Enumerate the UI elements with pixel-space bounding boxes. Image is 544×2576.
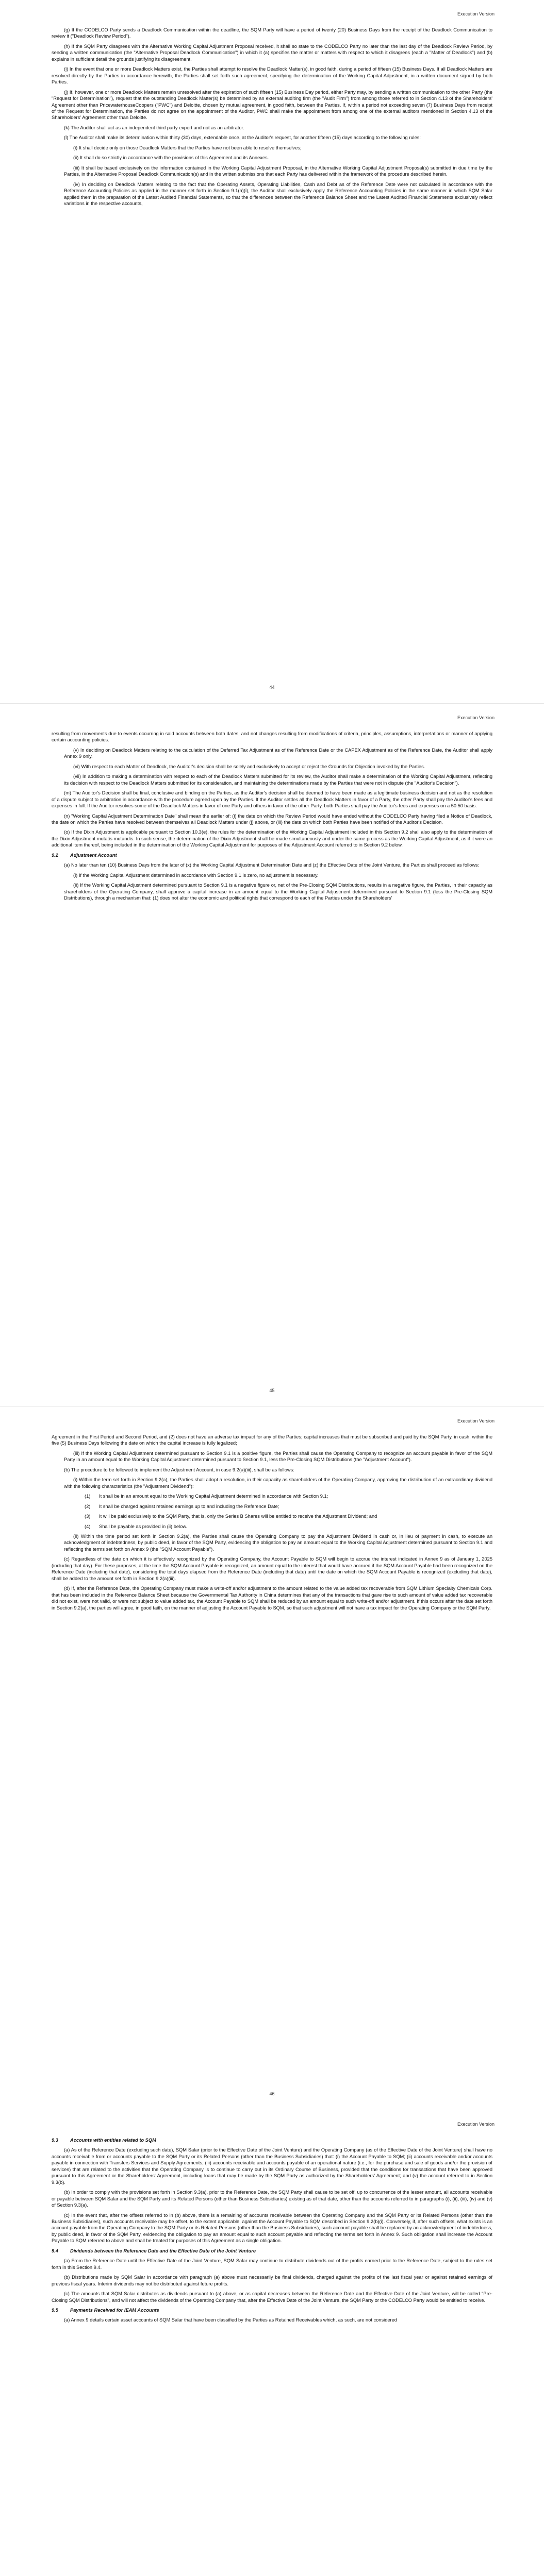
paragraph: (i) Within the term set forth in Section 9.2(a), the Parties shall adopt a resolution, in their capacity as shareholders of the Operating Company, approving the distribution of an extraordinary dividend with the following characteristics (the "Adjustment Dividend"): bbox=[64, 1477, 492, 1489]
paragraph: (c) The amounts that SQM Salar distributes as dividends pursuant to (a) above, or as capital decreases between the Reference Date and the Effective Date of the Joint Venture, will be called "Pre-Closing SQM Distributions", and will not affect the dividends of the Operating Company that, after the Effective Date of the Joint Venture, the SQM Party or the CODELCO Party would be entitled to receive. bbox=[52, 2291, 492, 2303]
document-page bbox=[0, 0, 544, 703]
page-header: Execution Version bbox=[457, 1418, 494, 1423]
paragraph: (vi) With respect to each Matter of Deadlock, the Auditor's decision shall be solely and exclusively to accept or reject the Grounds for Objection invoked by the Parties. bbox=[73, 764, 425, 769]
paragraph: (n) "Working Capital Adjustment Determination Date" shall mean the earlier of: (i) the date on which the Review Period would have ended without the CODELCO Party having filed a Notice of Deadlock, the date on which the Parties have resolved between themselves all Deadlock Matters under (j) above, or (iii) the date on which both Parties have been notified of the Auditor's Decision. bbox=[52, 813, 492, 825]
paragraph: (c) Regardless of the date on which it is effectively recognized by the Operating Company, the Account Payable to SQM will begin to accrue the interest indicated in Annex 9 as of January 1, 2025 (including that day). For these purposes, at the time the SQM Account Payable is recognized, an amount equal to the interest that would have accrued if the SQM Account Payable had been recognized on the Reference Date (including that date), considering the total days elapsed from the Reference Date (including that date) until the date on which the SQM Account Payable is recognized (excluding that date), shall be added to the amount set forth in Section 9.2(a)(iii). bbox=[52, 1556, 492, 1581]
page-header: Execution Version bbox=[457, 715, 494, 720]
page-body bbox=[52, 2137, 492, 2327]
paragraph: (ii) It shall do so strictly in accordance with the provisions of this Agreement and its Annexes. bbox=[73, 155, 269, 161]
paragraph: (o) If the Dixin Adjustment is applicable pursuant to Section 10.3(e), the rules for the determination of the Working Capital Adjustment included in this Section 9.2 shall also apply to the determination of the Dixin Adjustment mutatis mutandis. In such sense, the determination of the Dixin Adjustment shall be made simultaneously and under the same process as the Working Capital Adjustment, as if it were an additional item thereof, being included in the determination of the Working Capital Adjustment for purposes of the Adjustment Account referred to in Section 9.2 below. bbox=[52, 829, 492, 848]
paragraph: (iii) It shall be based exclusively on the information contained in the Working Capital Adjustment Proposal, in the Alternative Working Capital Adjustment Proposal(s) submitted in due time by the Parties, in the Alternative Proposal Deadlock Communication(s) and in the written submissions that each Party has delivered within the framework of the procedure described herein. bbox=[64, 165, 492, 177]
list-number: (2) bbox=[85, 1503, 91, 1509]
page-number: 46 bbox=[269, 2091, 275, 2096]
paragraph: Agreement in the First Period and Second Period, and (2) does not have an adverse tax impact for any of the Parties; capital increases that must be subscribed and paid by the SQM Party, in cash, within the five (5) Business Days following the date on which the capital increase is fully legalized; bbox=[52, 1434, 492, 1446]
paragraph: (b) Distributions made by SQM Salar in accordance with paragraph (a) above must necessarily be final dividends, charged against the profits of the last fiscal year or against retained earnings of previous fiscal years. Interim dividends may not be distributed against future profits. bbox=[52, 2275, 492, 2286]
section-number: 9.5 bbox=[52, 2307, 58, 2313]
paragraph: (i) If the Working Capital Adjustment determined in accordance with Section 9.1 is zero, no adjustment is necessary. bbox=[73, 872, 319, 878]
paragraph: (ii) If the Working Capital Adjustment determined pursuant to Section 9.1 is a negative figure or, net of the Pre-Closing SQM Distributions, results in a negative figure, the Parties, in their capacity as shareholders of the Operating Company, shall approve a capital increase in an amount equal to the Working Capital Adjustment determined pursuant to Section 9.1 (less the Pre-Closing SQM Distributions), through a mechanism that: (1) does not alter the economic and political rights that correspond to each of the Parties under the Shareholders' bbox=[64, 883, 492, 901]
page-header: Execution Version bbox=[457, 2122, 494, 2127]
paragraph: (a) As of the Reference Date (excluding such date), SQM Salar (prior to the Effective Date of the Joint Venture) and the Operating Company (as of the Effective Date of the Joint Venture) shall have no accounts receivable from or accounts payable to the SQM Party or its Related Persons (other than the Business Subsidiaries) that: (i) the Account Payable to SQM; (ii) accounts receivable and/or accounts payable in connection with Transfers Services and Supply Agreements; (iii) accounts receivable and accounts payable of an operational nature (i.e., for the purchase and sale of goods and/or the provision of services) that are related to the activities that the Operating Company is to continue to carry out in its Ordinary Course of Business, provided that the conditions for transactions that have been approved pursuant to this Agreement or the Shareholders' Agreement, including loans that may be made by the SQM Party as authorized by the Shareholders' Agreement; and (v) the account referred to in Section 9.3(b). bbox=[52, 2147, 492, 2185]
section-title: Adjustment Account bbox=[70, 852, 117, 858]
section-number: 9.4 bbox=[52, 2248, 58, 2253]
document-page bbox=[0, 1406, 544, 2110]
page-number: 44 bbox=[269, 685, 275, 690]
list-item bbox=[52, 1523, 492, 1530]
page-header: Execution Version bbox=[457, 11, 494, 16]
paragraph: (b) In order to comply with the provisions set forth in Section 9.3(a), prior to the Reference Date, the SQM Party shall cause to be set off, up to concurrence of the lesser amount, all accounts receivable or payable between SQM Salar and the SQM Party and its Related Persons (other than Business Subsidiaries) existing as of that date, other than the accounts referred to in paragraphs (i), (ii), (iii), (iv) and (v) of Section 9.3(a). bbox=[52, 2190, 492, 2208]
paragraph: (m) The Auditor's Decision shall be final, conclusive and binding on the Parties, as the Auditor's decision shall be deemed to have been made as a legitimate business decision and not as the resolution of a dispute subject to arbitration in accordance with the procedure agreed upon by the Parties. If the Auditor settles all the Deadlock Matters in favor of a Party, the other Party shall pay the Auditor's fees and expenses in full. If the Auditor resolves some of the Deadlock Matters in favor of one Party and others in favor of the other Party, both Parties shall pay the Auditor's fees and expenses on a 50:50 basis. bbox=[52, 790, 492, 809]
list-text: Shall be payable as provided in (ii) below. bbox=[99, 1523, 188, 1529]
paragraph: (g) If the CODELCO Party sends a Deadlock Communication within the deadline, the SQM Party will have a period of twenty (20) Business Days from the receipt of the Deadlock Communication to review it ("Deadlock Review Period"). bbox=[52, 27, 492, 39]
section-heading bbox=[52, 2248, 492, 2254]
section-number: 9.2 bbox=[52, 852, 58, 858]
list-text: It shall be in an amount equal to the Working Capital Adjustment determined in accordance with Section 9.1; bbox=[99, 1494, 328, 1499]
page-body bbox=[52, 1434, 492, 1615]
section-title: Accounts with entities related to SQM bbox=[70, 2138, 156, 2143]
paragraph: (a) Annex 9 details certain asset accounts of SQM Salar that have been classified by the Parties as Retained Receivables which, as such, are not considered bbox=[64, 2317, 397, 2323]
paragraph: (ii) Within the time period set forth in Section 9.2(a), the Parties shall cause the Operating Company to pay the Adjustment Dividend in cash or, in lieu of payment in cash, to execute an acknowledgment of indebtedness, by public deed, in favor of the SQM Party, evidencing the obligation to pay an amount equal to the Working Capital Adjustment determined pursuant to Section 9.1 and reflecting the terms set forth on Annex 9 (the "SQM Account Payable"). bbox=[64, 1533, 492, 1552]
list-number: (4) bbox=[85, 1523, 91, 1529]
paragraph: (b) The procedure to be followed to implement the Adjustment Account, in case 9.2(a)(iii), shall be as follows: bbox=[64, 1467, 294, 1472]
paragraph: (j) If, however, one or more Deadlock Matters remain unresolved after the expiration of such fifteen (15) Business Day period, either Party may, by sending a written communication to the other Party (the "Request for Determination"), request that the outstanding Deadlock Matter(s) be determined by an external auditing firm (the "Audit Firm") from among those referred to in Section 4.13 of the Shareholders' Agreement other than PricewaterhouseCoopers ("PWC") and Deloitte, chosen by mutual agreement, in good faith, between the Parties. If, within a period not exceeding seven (7) Business Days from receipt of the Request for Determination, the Parties do not agree on the appointment of the Auditor, PWC shall make the appointment from among one of the external auditors mentioned in Section 4.13 of the Shareholders' Agreement other than Deloitte. bbox=[52, 89, 492, 121]
section-title: Payments Received for IEAM Accounts bbox=[70, 2307, 159, 2313]
section-heading bbox=[52, 852, 492, 858]
list-item bbox=[52, 1513, 492, 1519]
paragraph: (iv) In deciding on Deadlock Matters relating to the fact that the Operating Assets, Operating Liabilities, Cash and Debt as of the Reference Date were not calculated in accordance with the Reference Accounting Policies as applied in the manner set forth in Section 9.1(a)(i), the Auditor shall exclusively apply the Reference Accounting Policies in the same manner in which SQM Salar applied them in the preparation of the Latest Audited Financial Statements, so that the differences between the Reference Balance Sheet and the Latest Audited Financial Statements exclusively reflect variations in the respective accounts, bbox=[64, 181, 492, 206]
list-text: It shall be charged against retained earnings up to and including the Reference Date; bbox=[99, 1503, 279, 1509]
list-text: It will be paid exclusively to the SQM Party, that is, only the Series B Shares will be entitled to receive the Adjustment Dividend; and bbox=[99, 1514, 377, 1519]
paragraph: (c) In the event that, after the offsets referred to in (b) above, there is a remaining of accounts receivable between the Operating Company and the SQM Party or its Related Persons (other than the Business Subsidiaries), such accounts receivable may be offset, to the extent applicable, against the Account Payable to SQM described in Section 9.2(b)(i). Conversely, if, after such offsets, what exists is an account payable from the Operating Company to the SQM Party or its Related Persons (other than the Business Subsidiaries), such account payable shall be replaced by an acknowledgment of indebtedness, by public deed, in favor of the SQM Party, evidencing the obligation to pay an amount equal to such account payable and reflecting the terms set forth in Annex 9. Such obligation shall increase the Account Payable to SQM referred to above and shall be treated for purposes of this Agreement as a single obligation. bbox=[52, 2212, 492, 2244]
paragraph: (a) From the Reference Date until the Effective Date of the Joint Venture, SQM Salar may continue to distribute dividends out of the profits earned prior to the Reference Date, subject to the rules set forth in this Section 9.4. bbox=[52, 2258, 492, 2270]
paragraph: (a) No later than ten (10) Business Days from the later of (x) the Working Capital Adjustment Determination Date and (z) the Effective Date of the Joint Venture, the Parties shall proceed as follows: bbox=[64, 862, 480, 868]
page-body bbox=[52, 27, 492, 210]
paragraph: resulting from movements due to events occurring in said accounts between both dates, and not changes resulting from modifications of criteria, principles, assumptions, interpretations or manner of applying certain accounting policies. bbox=[52, 731, 492, 743]
paragraph: (i) In the event that one or more Deadlock Matters exist, the Parties shall attempt to resolve the Deadlock Matter(s), in good faith, during a period of fifteen (15) Business Days. If all Deadlock Matters are resolved directly by the Parties in accordance herewith, the Parties shall set forth such agreement, specifying the determination of the Working Capital Adjustment, in a written document signed by both Parties. bbox=[52, 66, 492, 85]
paragraph: (k) The Auditor shall act as an independent third party expert and not as an arbitrator. bbox=[64, 125, 244, 130]
list-item bbox=[52, 1503, 492, 1510]
page-number: 45 bbox=[269, 1388, 275, 1393]
document-page bbox=[0, 703, 544, 1406]
paragraph: (iii) If the Working Capital Adjustment determined pursuant to Section 9.1 is a positive figure, the Parties shall cause the Operating Company to recognize an account payable in favor of the SQM Party in an amount equal to the Working Capital Adjustment determined pursuant to Section 9.1, less the Pre-Closing SQM Distributions (the "Adjustment Account"). bbox=[64, 1450, 492, 1463]
section-title: Dividends between the Reference Date and the Effective Date of the Joint Venture bbox=[70, 2248, 256, 2253]
list-item bbox=[52, 1493, 492, 1499]
paragraph: (h) If the SQM Party disagrees with the Alternative Working Capital Adjustment Proposal received, it shall so state to the CODELCO Party no later than the last day of the Deadlock Review Period, by sending a written communication (the "Alternative Proposal Deadlock Communication") in which it (a) specifies the matter or matters with respect to which it disagrees (each a "Matter of Deadlock") and (b) explains in sufficient detail the grounds justifying its disagreement. bbox=[52, 43, 492, 62]
document-page bbox=[0, 2110, 544, 2576]
section-heading bbox=[52, 2307, 492, 2313]
paragraph: (vii) In addition to making a determination with respect to each of the Deadlock Matters submitted for its review, the Auditor shall make a determination of the Working Capital Adjustment, reflecting its decision with respect to the Deadlock Matters submitted for its consideration, and maintaining the determinations made by the Parties that were not in dispute (the "Auditor's Decision"). bbox=[64, 774, 492, 786]
section-number: 9.3 bbox=[52, 2138, 58, 2143]
list-number: (1) bbox=[85, 1494, 91, 1499]
paragraph: (d) If, after the Reference Date, the Operating Company must make a write-off and/or adjustment to the amount related to the value added tax recoverable from SQM Lithium Specialty Chemicals Corp. that has been included in the Reference Balance Sheet because the Governmental Tax Authority in China determines that any of the transactions that gave rise to such amount of value added tax recoverable did not exist, were not valid, or were not subject to value added tax, the Account Payable to SQM shall be reduced by an amount equal to such write-off and/or adjustment. If this occurs after the date set forth in Section 9.2(a), the parties will agree, in good faith, on the manner of adjusting the Account Payable to SQM, so that such adjustment will not have a tax impact for the Operating Company or the SQM Party. bbox=[52, 1586, 492, 1611]
page-body bbox=[52, 731, 492, 905]
paragraph: (v) In deciding on Deadlock Matters relating to the calculation of the Deferred Tax Adjustment as of the Reference Date or the CAPEX Adjustment as of the Reference Date, the Auditor shall apply Annex 9 only. bbox=[64, 747, 492, 759]
paragraph: (l) The Auditor shall make its determination within thirty (30) days, extendable once, at the Auditor's request, for another fifteen (15) days according to the following rules: bbox=[64, 135, 421, 141]
list-number: (3) bbox=[85, 1514, 91, 1519]
paragraph: (i) It shall decide only on those Deadlock Matters that the Parties have not been able to resolve themselves; bbox=[73, 145, 302, 150]
section-heading bbox=[52, 2137, 492, 2143]
